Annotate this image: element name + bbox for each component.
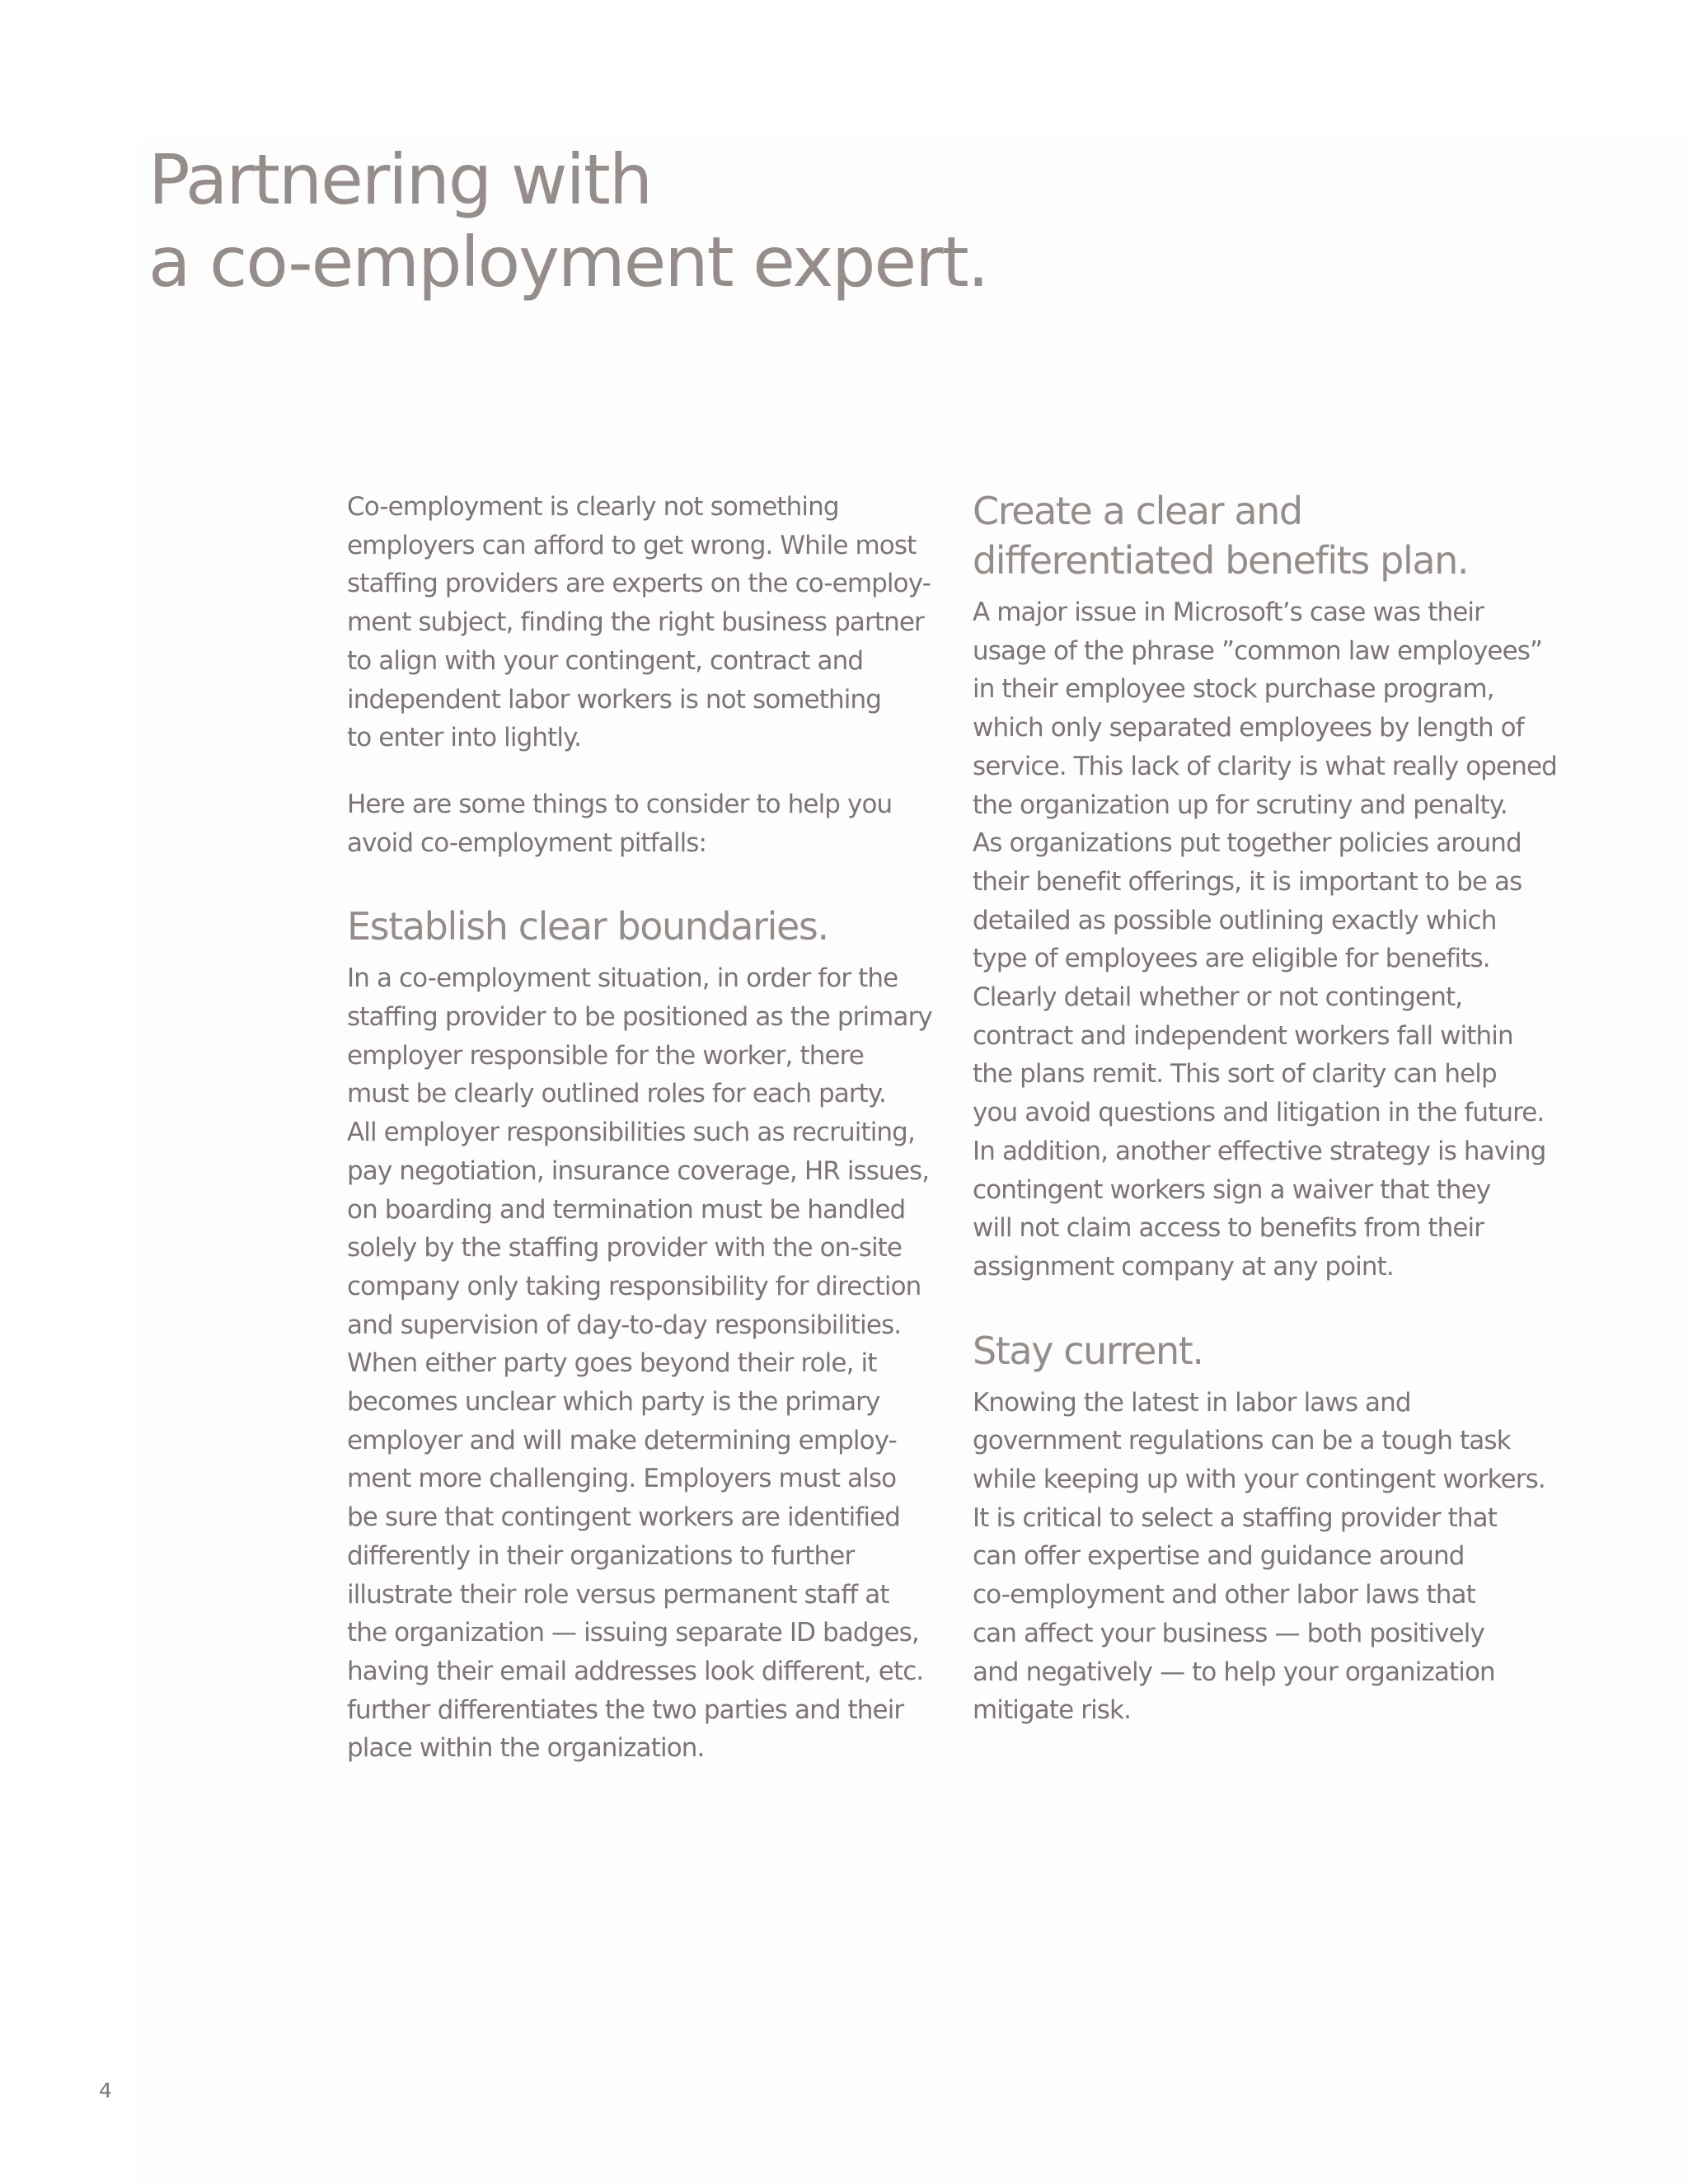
- text-line: independent labor workers is not something: [347, 684, 881, 715]
- text-line: the plans remit. This sort of clarity can help: [973, 1059, 1497, 1090]
- text-line: having their email addresses look different, etc.: [347, 1656, 924, 1686]
- section-heading-benefits: [973, 486, 1550, 585]
- text-line: and negatively — to help your organization: [973, 1657, 1495, 1687]
- text-line: pay negotiation, insurance coverage, HR issues,: [347, 1155, 930, 1186]
- text-line: place within the organization.: [347, 1733, 705, 1764]
- text-line: be sure that contingent workers are identified: [347, 1502, 901, 1533]
- right-column: [973, 486, 1557, 1730]
- title-line: Partnering with: [148, 139, 652, 220]
- text-line: Clearly detail whether or not contingent,: [973, 982, 1463, 1013]
- text-line: can offer expertise and guidance around: [973, 1541, 1465, 1572]
- text-line: can affect your business — both positively: [973, 1618, 1484, 1648]
- text-line: Knowing the latest in labor laws and: [973, 1387, 1411, 1418]
- title-line: a co-employment expert.: [148, 222, 988, 302]
- text-line: Here are some things to consider to help you: [347, 789, 893, 819]
- benefits-paragraph: [973, 593, 1557, 1286]
- text-line: further differentiates the two parties and their: [347, 1694, 904, 1725]
- left-column: [347, 488, 932, 1768]
- text-line: In addition, another effective strategy is having: [973, 1136, 1546, 1166]
- text-line: you avoid questions and litigation in the future.: [973, 1098, 1545, 1128]
- text-line: differently in their organizations to further: [347, 1540, 855, 1571]
- text-line: government regulations can be a tough task: [973, 1426, 1511, 1456]
- text-line: ment subject, finding the right business partner: [347, 607, 924, 638]
- text-line: assignment company at any point.: [973, 1251, 1394, 1282]
- heading-line: Stay current.: [973, 1328, 1203, 1373]
- heading-line: differentiated benefits plan.: [973, 538, 1469, 583]
- text-line: must be clearly outlined roles for each party.: [347, 1079, 886, 1109]
- text-line: avoid co-employment pitfalls:: [347, 827, 707, 858]
- text-line: to align with your contingent, contract and: [347, 645, 864, 676]
- text-line: co-employment and other labor laws that: [973, 1580, 1475, 1610]
- text-line: the organization up for scrutiny and penalty.: [973, 790, 1507, 820]
- text-line: contract and independent workers fall within: [973, 1020, 1513, 1051]
- text-line: mitigate risk.: [973, 1695, 1132, 1726]
- text-line: and supervision of day-to-day responsibilities.: [347, 1310, 902, 1340]
- text-line: contingent workers sign a waiver that they: [973, 1174, 1491, 1205]
- text-line: In a co-employment situation, in order for the: [347, 963, 898, 994]
- text-line: to enter into lightly.: [347, 723, 582, 753]
- text-line: When either party goes beyond their role, it: [347, 1348, 877, 1379]
- text-line: employer responsible for the worker, there: [347, 1040, 864, 1071]
- text-line: It is critical to select a staffing provider that: [973, 1502, 1498, 1533]
- text-line: usage of the phrase ”common law employees”: [973, 635, 1543, 666]
- text-line: company only taking responsibility for direction: [347, 1271, 921, 1301]
- section-heading-boundaries: [347, 902, 924, 951]
- text-line: in their employee stock purchase program,: [973, 674, 1494, 705]
- boundaries-paragraph: [347, 959, 932, 1768]
- text-line: A major issue in Microsoft’s case was their: [973, 598, 1484, 627]
- text-line: their benefit offerings, it is important to be as: [973, 866, 1522, 897]
- page-number: 4: [99, 2079, 112, 2102]
- text-line: while keeping up with your contingent workers.: [973, 1465, 1545, 1495]
- section-heading-stay-current: [973, 1326, 1550, 1376]
- text-line: solely by the staffing provider with the on-site: [347, 1233, 903, 1263]
- text-line: staffing providers are experts on the co-employ-: [347, 569, 931, 599]
- text-line: will not claim access to benefits from their: [973, 1213, 1484, 1244]
- text-line: detailed as possible outlining exactly which: [973, 905, 1497, 935]
- heading-line: Create a clear and: [973, 489, 1302, 533]
- text-line: As organizations put together policies around: [973, 828, 1522, 859]
- text-line: which only separated employees by length of: [973, 713, 1524, 743]
- intro-paragraph: [347, 488, 931, 757]
- text-line: service. This lack of clarity is what really opened: [973, 751, 1557, 781]
- consider-paragraph: [347, 785, 924, 862]
- text-line: the organization — issuing separate ID badges,: [347, 1618, 919, 1648]
- text-line: staffing provider to be positioned as the primary: [347, 1002, 932, 1033]
- text-line: on boarding and termination must be handled: [347, 1194, 906, 1225]
- text-line: All employer responsibilities such as recruiting,: [347, 1118, 915, 1148]
- text-line: employers can afford to get wrong. While most: [347, 530, 917, 560]
- stay-current-paragraph: [973, 1384, 1550, 1730]
- text-line: employer and will make determining employ-: [347, 1425, 897, 1455]
- heading-line: Establish clear boundaries.: [347, 904, 828, 949]
- text-line: ment more challenging. Employers must also: [347, 1464, 897, 1494]
- page-title: [148, 138, 987, 303]
- text-line: illustrate their role versus permanent staff at: [347, 1579, 889, 1610]
- text-line: becomes unclear which party is the primary: [347, 1387, 880, 1418]
- text-line: type of employees are eligible for benefits.: [973, 944, 1490, 974]
- text-line: Co-employment is clearly not something: [347, 492, 839, 522]
